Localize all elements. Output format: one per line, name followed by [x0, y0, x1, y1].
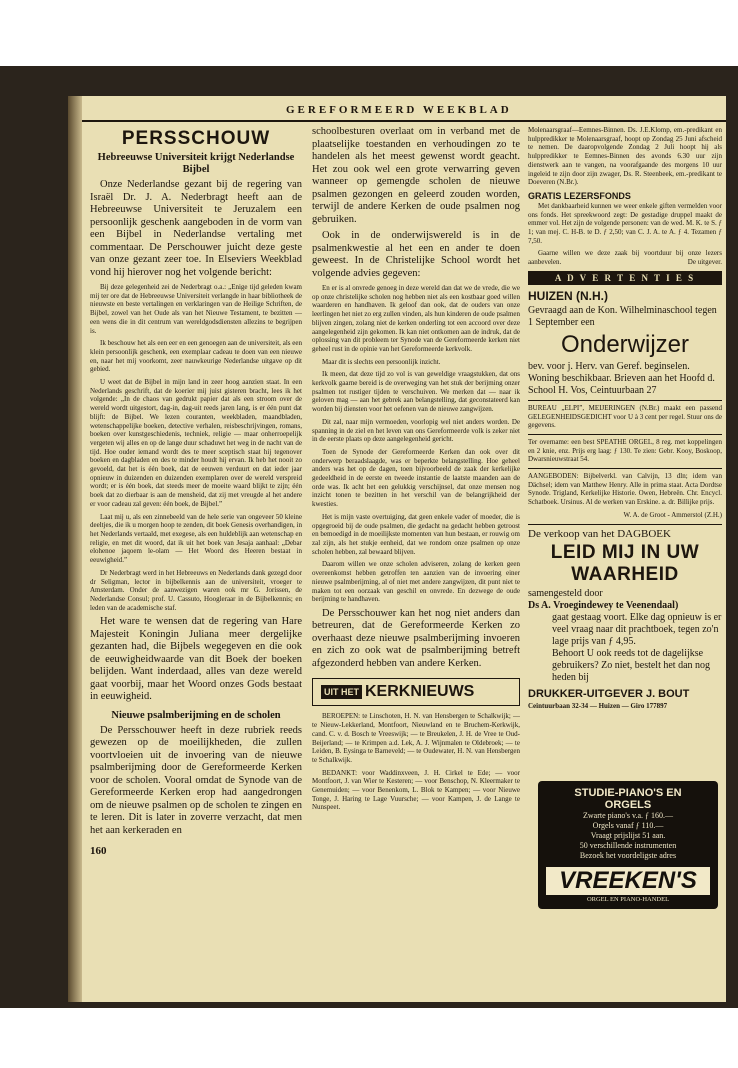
quote-paragraph: Toen de Synode der Gereformeerde Kerken dan ook over dit onderwerp beraadslaagde, was er beperkte belangstelling. Hoe geheel anders was het op de dagen, toen bijvoorbeeld de zaak der kerkelijke gedeeldheid in de eerste en tweede instantie de laatste maanden aan de orde was. Ik acht het een gelukkig verschijnsel, dat onze mensen nog inzicht tonen te bezitten in het verschil van de belangrijkheid der kwesties.	[312, 447, 520, 509]
huizen-details: bev. voor j. Herv. van Geref. beginselen. Woning beschikbaar. Brieven aan het Hoofd d. School H. Vos, Ceintuurbaan 27	[528, 360, 715, 396]
author-text: Ds A. Vroegindewey te Veenendaal)	[528, 599, 679, 611]
samengesteld-text: samengesteld door	[528, 587, 603, 599]
article-intro: Onze Nederlandse gezant bij de regering van Israël Dr. J. A. Nederbragt heeft aan de Hebreeuwse Universiteit te Jeruzalem een persoonlijk geschenk aangeboden in de vorm van een Bijbel in Nederlandse vertaling met commentaar. De Perschouwer juicht deze geste van onze gezant zeer toe. In Elseviers Weekblad vond hij hierover nog het volgende bericht:	[90, 179, 302, 278]
aangeboden-ad: AANGEBODEN: Bijbelverkl. van Calvijn, 13 dln; idem van Dächsel; idem van Matthew Henry. Alle in prima staat. Acta Dordtse Synode. Trigland, Kerkelijke Historie. Owen, Hebreën. Chr. Encycl. Schatboek. Ursinus. Al de werken van Erskine. a. dr. Billijke prijs.	[528, 472, 722, 507]
quote-paragraph: Ik meen, dat deze tijd zo vol is van geweldige vraagstukken, dat ons kerkvolk gaarne bereid is de overweging van het stuk der berijming onzer psalmen tot rustiger tijden te verschuiven. We merken dat — naar ik geloven mag — aan het gebrek aan belangstelling, dat geconstateerd kan worden bij diensten voor het oefenen van de nieuwe zangwijzen.	[312, 370, 520, 414]
ad-divider	[528, 434, 722, 435]
piano-subtitle: ORGEL EN PIANO-HANDEL	[586, 896, 670, 903]
article-closing: Het ware te wensen dat de regering van Hare Majesteit Koningin Juliana meer dergelijke gezanten had, die Bijbels wegegeven en die ook de eeuwigheidwaarde van dit Boek der boeken belijden. Want inderdaad, alles van deze wereld gaat voorbij, maar het Woord onzes Gods bestaat in eeuwigheid.	[90, 616, 302, 703]
article-body: Ook in de onderwijswereld is in de psalmenkwestie al het een en ander te doen geweest. In de Christelijke School wordt het volgende advies gegeven:	[312, 230, 520, 279]
piano-title-2: ORGELS	[604, 799, 652, 811]
church-news: Molenaarsgraaf—Eemnes-Binnen. Ds. J.E.Klomp, em.-predikant en hulppredikker te Molenaarsgraaf, hoopt op Zondag 25 Juni afscheid te nemen. De daaropvolgende Zondag 2 Juli hoopt hij als hulppredikker te Eemnes-Binnen des avonds 6.30 uur zijn dienstwerk aan te vangen, na voorafgaande des morgens 10 uur ingeleid te zijn door zijn zwager, Ds. R. Steenbeek, em.-predikant te Doeveren (N.Br.).	[528, 126, 722, 187]
kerknieuws-title: KERKNIEUWS	[365, 683, 475, 701]
onderwijzer-heading: Onderwijzer	[560, 330, 690, 358]
quote-paragraph: Laat mij u, als een zinnebeeld van de hele serie van ongeveer 50 kleine deeltjes, die ik u morgen hoop te zenden, dit boek Genesis overhandigen, in het Nederlands vertaald, met exegese, als een huldeblijk aan wetenschap en religie, en met dit woord, dat ik uit het boek van Jesaja aanhaal: „Debar elohenoe jaqoem le-olam — Het Woord des Heeren bestaat in eeuwigheid.”	[90, 512, 302, 565]
huizen-text: Gevraagd aan de Kon. Wilhelminaschool tegen 1 September een	[528, 304, 717, 328]
article-subtitle: Hebreeuwse Universiteit krijgt Nederlandse Bijbel	[97, 152, 295, 175]
ads-band: A D V E R T E N T I E S	[528, 271, 722, 285]
piano-instruments: 50 verschillende instrumenten	[579, 841, 677, 850]
quote-paragraph: Dit zal, naar mijn vermoeden, voorlopig wel niet anders worden. De spanning in de ziel en het leven van ons Gereformeerde volk is zeker niet in de eerste plaats op deze aangelegenheid gericht.	[312, 417, 520, 444]
piano-ad	[538, 781, 718, 909]
elpi-ad: BUREAU „ELPI”, MEIJERINGEN (N.Br.) maakt een passend GELEGENHEIDSGEDICHT voor U à 3 cent per regel. Stuur ons de gegevens.	[528, 403, 722, 430]
column-2	[312, 126, 520, 998]
column-1	[90, 126, 302, 998]
gratis-text-2-body: Gaarne willen we deze zaak bij voortduur bij onze lezers aanbevelen.	[528, 249, 722, 267]
page-number: 160	[90, 845, 107, 858]
behoort-text: Behoort U ook reeds tot de dagelijkse gebruikers? Zo niet, bestelt het dan nog heden bij	[552, 647, 711, 683]
gratis-text-2	[528, 249, 722, 266]
page-gutter	[68, 96, 82, 1002]
kerknieuws-header	[312, 678, 520, 706]
header-rule	[82, 120, 726, 122]
article-body: De Persschouwer heeft in deze rubriek reeds gewezen op de moeilijkheden, die zullen voortvloeien uit de invoering van de nieuwe psalmberijming door de Gereformeerde Kerken voor de scholen. Vooral omdat de Synode van de Gereformeerde Kerken erop had aangedrongen om de nieuwe psalmen op de scholen te zingen en te leren. Dit is later in zoverre verzacht, dat men het aan kerkeraden en	[90, 724, 302, 836]
drukker-address: Ceintuurbaan 32-34 — Huizen — Giro 177897	[528, 701, 668, 710]
kerknieuws-tag: UIT HET	[321, 685, 362, 699]
article-closing: De Persschouwer kan het nog niet anders dan betreuren, dat de Gereformeerde Kerken zo overhaast deze nieuwe psalmberijming invoeren en zich zo ook wat de psalmberijming betreft afgezonderd hebben van andere Kerken.	[312, 607, 520, 669]
drukker-name: DRUKKER-UITGEVER J. BOUT	[528, 687, 690, 700]
gaat-text: gaat gestaag voort. Elke dag opnieuw is er veel vraag naar dit prachtboek, tegen zo'n lage prijs van ƒ 4,95.	[552, 611, 722, 647]
quote-paragraph: Bij deze gelegenheid zei de Nederbragt o.a.: „Enige tijd geleden kwam mij ter ore dat de Hebreeuwse Universiteit verlangde in haar bibliotheek de nieuwste en beste vertalingen en verklaringen van de Heilige Schriften, de Bijbel, zowel van het Oude als van het Nieuwe Testament, te bezitten — een wens die in dit centrum van wereldgodsdiensten allezins te begrijpen is.	[90, 283, 302, 335]
piano-address: Bezoek het voordeligste adres	[579, 851, 677, 860]
quote-paragraph: Ik beschouw het als een eer en een genoegen aan de universiteit, als een klein persoonlijk geschenk, een exemplaar cadeau te doen van een nieuwe en, naar het mij voorkomt, zeer nauwkeurige Nederlandse uitgave op dit gebied.	[90, 339, 302, 374]
ad-divider	[528, 524, 722, 525]
piano-price-2: Orgels vanaf ƒ 110.—	[592, 821, 664, 830]
newspaper-page	[68, 96, 726, 1002]
gratis-text: Met dankbaarheid kunnen we weer enkele giften vermelden voor ons fonds. Het spreekwoord zegt: De gestadige druppel maakt de emmer vol. Het zijn de volgende personen: van de wed. M. K. te S. ƒ 1; van mej. C. H-B. te D. ƒ 2,50; van C. J. A. te A. ƒ 4. Tezamen ƒ 7,50.	[528, 201, 722, 245]
running-head: GEREFORMEERD WEEKBLAD	[286, 104, 512, 116]
huizen-heading: HUIZEN (N.H.)	[528, 288, 608, 303]
ad-divider	[528, 400, 722, 401]
quote-paragraph: Maar dit is slechts een persoonlijk inzicht.	[322, 357, 441, 366]
aangeboden-signature: W. A. de Groot - Ammerstol (Z.H.)	[623, 510, 722, 519]
piano-pricelist: Vraagt prijslijst 51 aan.	[590, 831, 666, 840]
quote-paragraph: Daarom willen we onze scholen adviseren, zolang de kerken geen overeenkomst hebben getroffen ten aanzien van de invoering einer nieuwe psalmberijming, al of niet met andere zangwijzen, dit punt niet te maken tot een oorzaak van geschil en onvrede. En dezwege de oude berijming te handhaven.	[312, 560, 520, 604]
quote-paragraph: U weet dat de Bijbel in mijn land in zeer hoog aanzien staat. In een Nederlands geschrift, dat de koerier mij juist gisteren bracht, lees ik het volgende: „In de chaos van gedrukt papier dat als een stroom over de wereld wordt uitgestort, dag-in, dag-uit reeds jaren lang, is er één punt dat blijft: de Bijbel. We lezen couranten, weekbladen, maandbladen, wetenschappelijke boeken, detective verhalen, reisbeschrijvingen, romans, boeken over kunstgeschiedenis, techniek, religie — maar onherroepelijk vergeten wij alles en op de lange duur schaduwt het weg in de nacht van de tijd. Hoe ouder iemand wordt des te meer sceptisch staat hij tegenover boeken en dagbladen en des te minder houdt hij ervan. Ik heb het nooit zo gevoeld, dat het is één boek, dat de eeuwen verduurt en dat ieder jaar opnieuw in duizenden en duizenden exemplaren over de wereld verspreid wordt; er is één boek, dat steeds meer de moeite waard blijkt te zijn; één boek dat zo dierbaar is aan de mensheid, dat zij met vreugde al het andere er voor cadeau zal geven: één boek, de Bijbel.”	[90, 378, 302, 508]
quote-paragraph: En er is al onvrede genoeg in deze wereld dan dat we de vrede, die we op onze christelijke scholen nog hebben niet als een kostbaar goed willen waarderen en handhaven. Ik geloof dan ook, dat de ouders van onze leerlingen het niet zo erg zullen vinden, als hun kinderen de oude psalmen blijven zingen, zolang niet de kerken onderling tot een accoord over deze aangelegenheid zijn gekomen. Ik kan niet ontkomen aan de indruk, dat de oplossing van dit probleem ter Synode van de Gereformeerde kerken niet geheel rust in de opinie van het Gereformeerde kerkvolk.	[312, 284, 520, 353]
ad-divider	[528, 468, 722, 469]
verkoop-text: De verkoop van het DAGBOEK	[528, 527, 671, 540]
article-body: schoolbesturen overlaat om in verband met de plaatselijke toestanden en verhoudingen zo te handelen als het meest gewenst wordt geacht. Het zou ook wel een grote verwarring geven wanneer op gemengde scholen de nieuwe psalmen gezongen en geleerd zouden worden, terwijl de andere Kerken de oude psalmen nog gebruiken.	[312, 126, 520, 225]
gratis-heading: GRATIS LEZERSFONDS	[528, 190, 631, 201]
quote-paragraph: Het is mijn vaste overtuiging, dat geen enkele vader of moeder, die is opgegroeid bij de oude psalmen, die gedacht na gedacht hebben getroost en bemoedigd in de moeilijkste momenten van hun bestaan, er rouwig om zal zijn, als het stukje eenheid, dat we rondom onze psalmen op onze scholen hebben, zal bewaard blijven.	[312, 512, 520, 556]
piano-title-1: STUDIE-PIANO'S EN	[574, 787, 682, 799]
leid-title: LEID MIJ IN UW WAARHEID	[550, 541, 700, 585]
orgel-ad: Ter overname: een best SPEATHE ORGEL, 8 reg. met koppelingen en 2 knie, enz. Prijs erg laag: ƒ 130. Te zien: Gebr. Kooy, Boskoop, Dwarsnieuwstraat 54.	[528, 437, 722, 464]
piano-price-1: Zwarte piano's v.a. ƒ 160.—	[582, 811, 673, 820]
article-subtitle-2: Nieuwe psalmberijming en de scholen	[111, 709, 281, 721]
gratis-signature: De uitgever.	[687, 258, 722, 267]
vreekens-logo: VREEKEN'S	[546, 867, 710, 895]
quote-paragraph: Dr Nederbragt werd in het Hebreeuws en Nederlands dank gezegd door dr Seligman, lector in bijbelkennis aan de universiteit, vroeger te Amsterdam. Onder de aanwezigen waren ook mr G. Jorissen, de Nederlandse Consul; prof. U. Cassuto, Hoogleraar in de Bijbelkennis; en leden van de academische staf.	[90, 568, 302, 612]
kerknieuws-beroepen: BEROEPEN: te Linschoten, H. N. van Hensbergen te Schalkwijk; — te Nieuw-Lekkerland, Montfoort, Nieuwland en te Bruchem-Kerkwijk, cand. C. v. d. Bosch te Vreeswijk; — te Breukelen, J. H. de Vree te Oud-Beijerland; — te Krimpen a.d. Lek, A. J. Wijnmalen te Oldebroek; — te Leiden, B. Eysinga te Barneveld; — te Oudewater, H. N. van Hensbergen te Schalkwijk.	[312, 712, 520, 764]
kerknieuws-bedankt: BEDANKT: voor Waddinxveen, J. H. Cirkel te Ede; — voor Montfoort, J. van Wier te Kesteren; — voor Benschop, N. Kleermaker te Genemuiden; — voor Benenkom, L. Blok te Kampen; — voor Nieuwe Tonge, J. Haring te Lage Vuursche; — voor Kampen, J. de Lange te Nunspeet.	[312, 768, 520, 812]
section-title: PERSSCHOUW	[121, 128, 271, 149]
